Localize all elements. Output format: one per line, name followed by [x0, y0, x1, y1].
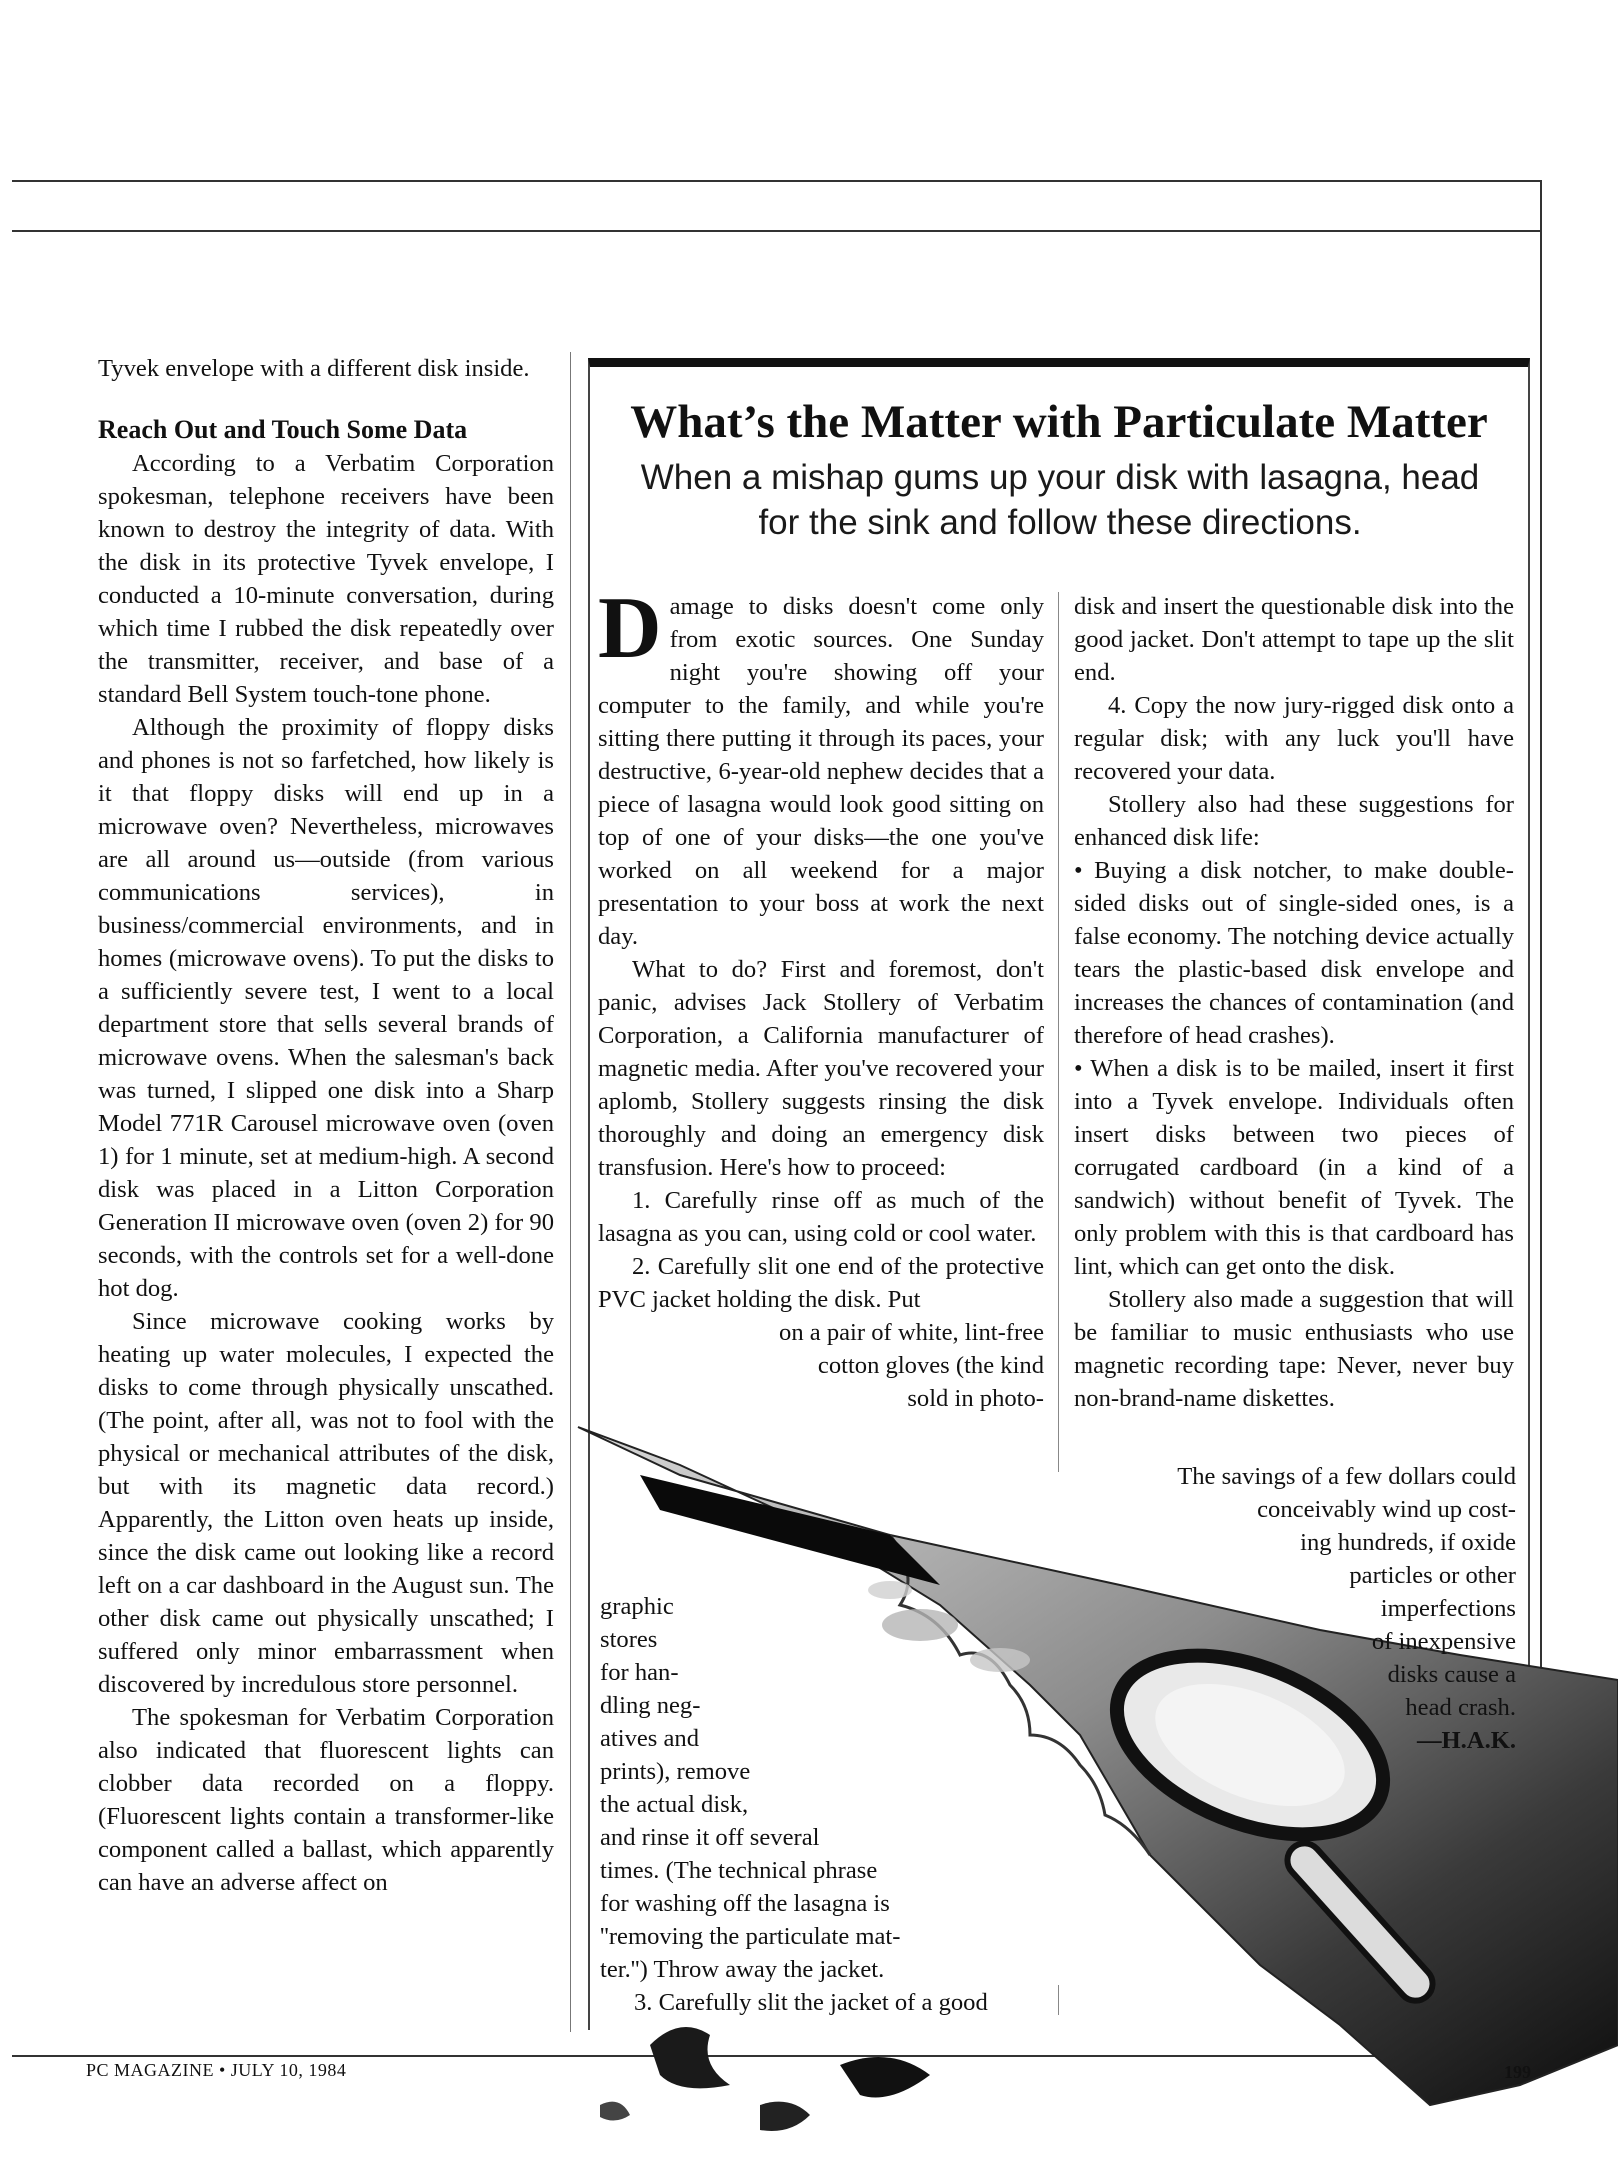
article-paragraph: Since microwave cooking works by heating up water molecules, I expected the disks to come through physically unscathed. (The point, after all, was not to fool with the physical or mechanical attributes of the disk, but with its magnetic data record.) Apparently, the Litton oven heats up inside, since the disk came out looking like a record left on a car dashboard in the August sun. The other disk came out physically unscathed; I suffered only minor embarrassment when discovered by incredulous store personnel. — [98, 1308, 554, 1698]
sidebar-wrap-line: cotton gloves (the kind — [817, 1352, 1044, 1379]
sidebar-paragraph: Stollery also had these suggestions for enhanced disk life: — [1074, 791, 1514, 851]
drop-cap: D — [598, 580, 662, 677]
wrap-line: ''removing the particulate mat- — [600, 1923, 901, 1950]
sidebar-column-divider — [1058, 592, 1059, 1472]
sidebar-step-4: 4. Copy the now jury-rigged disk onto a regular disk; with any luck you'll have recovered your data. — [1074, 692, 1514, 785]
wrap-line: dling neg- — [600, 1692, 701, 1719]
section-heading: Reach Out and Touch Some Data — [98, 415, 468, 444]
wrap-line: imperfections — [1380, 1595, 1516, 1622]
author-signature: —H.A.K. — [1416, 1727, 1516, 1754]
wrap-line: the actual disk, — [600, 1791, 749, 1818]
header-rule — [12, 230, 1542, 232]
sidebar-step-2: 2. Carefully slit one end of the protective PVC jacket holding the disk. Put — [598, 1253, 1044, 1313]
wrap-line: for washing off the lasagna is — [600, 1890, 890, 1917]
sidebar-title: What’s the Matter with Particulate Matter — [630, 396, 1488, 448]
wrap-line: and rinse it off several — [600, 1824, 820, 1851]
sidebar-wrap-line: on a pair of white, lint-free — [779, 1319, 1044, 1346]
sidebar-step-3: 3. Carefully slit the jacket of a good — [634, 1989, 988, 2016]
wrap-line: prints), remove — [600, 1758, 751, 1785]
wrap-line: graphic — [600, 1593, 674, 1620]
sidebar-bullet: • When a disk is to be mailed, insert it first into a Tyvek envelope. Individuals often insert disks between two pieces of corrugated cardboard (in a kind of a sandwich) without benefit of Tyvek. The only problem with this is that cardboard has lint, which can get onto the disk. — [1074, 1055, 1514, 1280]
sidebar-column-2 — [1074, 590, 1514, 1415]
wrap-line: head crash. — [1405, 1694, 1516, 1721]
top-rule — [12, 180, 1542, 182]
sidebar-paragraph: disk and insert the questionable disk into the good jacket. Don't attempt to tape up the slit end. — [1074, 593, 1514, 686]
sidebar-intro-paragraph: Damage to disks doesn't come only from exotic sources. One Sunday night you're showing off your computer to the family, and while you're sitting there putting it through its paces, your destructive, 6-year-old nephew decides that a piece of lasagna would look good sitting on top of one of your disks—the one you've worked on all weekend for a major presentation to your boss at work the next day. — [598, 580, 1044, 950]
sidebar-column-1 — [598, 580, 1044, 1415]
article-paragraph: Although the proximity of floppy disks and phones is not so farfetched, how likely is it that floppy disks will end up in a microwave oven? Nevertheless, microwaves are all around us—outside (from various communications services), in business/commercial environments, and in homes (microwave ovens). To put the disks to a sufficiently severe test, I went to a local department store that sells several brands of microwave ovens. When the salesman's back was turned, I slipped one disk into a Sharp Model 771R Carousel microwave oven (oven 1) for 1 minute, set at medium-high. A second disk was placed in a Litton Corporation Generation II microwave oven (oven 2) for 90 seconds, with the controls set for a well-done hot dog. — [98, 714, 554, 1302]
article-paragraph: According to a Verbatim Corporation spokesman, telephone receivers have been known to destroy the integrity of data. With the disk in its protective Tyvek envelope, I conducted a 10-minute conversation, during which time I rubbed the disk repeatedly over the transmitter, receiver, and base of a standard Bell System touch-tone phone. — [98, 450, 554, 708]
wrap-line: for han- — [600, 1659, 679, 1686]
sidebar-subtitle: When a mishap gums up your disk with lasagna, head for the sink and follow these directions. — [640, 458, 1480, 542]
sidebar-paragraph: What to do? First and foremost, don't panic, advises Jack Stollery of Verbatim Corporation, a California manufacturer of magnetic media. After you've recovered your aplomb, Stollery suggests rinsing the disk thoroughly and doing an emergency disk transfusion. Here's how to proceed: — [598, 956, 1044, 1181]
sidebar-column-1-lower — [600, 1590, 1060, 2019]
wrap-line: The savings of a few dollars could — [1177, 1463, 1516, 1490]
wrap-line: disks cause a — [1387, 1661, 1516, 1688]
left-article-column — [98, 352, 554, 1899]
article-paragraph: The spokesman for Verbatim Corporation also indicated that fluorescent lights can clobber data recorded on a floppy. (Fluorescent lights contain a transformer-like component called a ballast, which apparently can have an adverse affect on — [98, 1704, 554, 1896]
wrap-line: particles or other — [1349, 1562, 1516, 1589]
sidebar-paragraph: Stollery also made a suggestion that will be familiar to music enthusiasts who use magnetic recording tape: Never, never buy non-brand-name diskettes. — [1074, 1286, 1514, 1412]
wrap-line: conceivably wind up cost- — [1257, 1496, 1516, 1523]
sidebar-bullet: • Buying a disk notcher, to make double-sided disks out of single-sided ones, is a false economy. The notching device actually tears the plastic-based disk envelope and increases the chances of contamination (and therefore of head crashes). — [1074, 857, 1514, 1049]
opening-paragraph: Tyvek envelope with a different disk inside. — [98, 355, 530, 382]
wrap-line: times. (The technical phrase — [600, 1857, 878, 1884]
wrap-line: ter.'') Throw away the jacket. — [600, 1956, 885, 1983]
wrap-line: of inexpensive — [1371, 1628, 1516, 1655]
sidebar-wrap-line: sold in photo- — [907, 1385, 1044, 1412]
sidebar-column-2-lower — [1080, 1460, 1516, 1757]
wrap-line: stores — [600, 1626, 658, 1653]
footer-magazine-date: PC MAGAZINE • JULY 10, 1984 — [86, 2060, 347, 2080]
wrap-line: atives and — [600, 1725, 700, 1752]
wrap-line: ing hundreds, if oxide — [1300, 1529, 1516, 1556]
sidebar-step-1: 1. Carefully rinse off as much of the lasagna as you can, using cold or cool water. — [598, 1187, 1044, 1247]
page-number: 199 — [1504, 2062, 1531, 2082]
